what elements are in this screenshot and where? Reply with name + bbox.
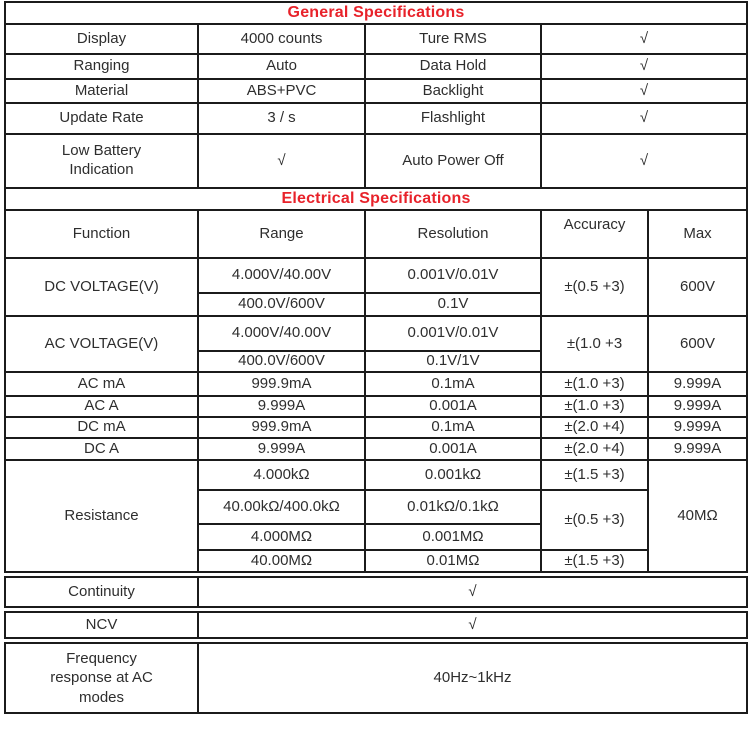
general-label: Material: [5, 79, 198, 103]
table-row: [5, 396, 747, 417]
resolution-cell: 0.1V: [365, 293, 541, 316]
spec-table-continuity: [4, 576, 748, 608]
table-row: [5, 460, 747, 490]
range-cell: 400.0V/600V: [198, 293, 365, 316]
function-cell: AC A: [5, 396, 198, 417]
range-cell: 4.000V/40.00V: [198, 258, 365, 293]
general-value: ABS+PVC: [198, 79, 365, 103]
spec-table-main: [4, 1, 748, 573]
spec-table-ncv: [4, 611, 748, 639]
general-section-title: General Specifications: [5, 2, 747, 24]
function-cell: DC A: [5, 438, 198, 460]
general-label-text: Low Battery Indication: [61, 142, 142, 178]
max-cell: 9.999A: [648, 438, 747, 460]
general-label: Data Hold: [365, 54, 541, 79]
spec-table-frequency: [4, 642, 748, 714]
function-cell: AC mA: [5, 372, 198, 396]
max-cell: 600V: [648, 258, 747, 316]
range-cell: 9.999A: [198, 438, 365, 460]
check-mark: √: [541, 54, 747, 79]
general-value: 4000 counts: [198, 24, 365, 54]
accuracy-cell: ±(2.0 +4): [541, 438, 648, 460]
table-row: [5, 79, 747, 103]
column-header-function: Function: [5, 210, 198, 258]
resolution-cell: 0.01kΩ/0.1kΩ: [365, 490, 541, 524]
resolution-cell: 0.001kΩ: [365, 460, 541, 490]
resolution-cell: 0.01MΩ: [365, 550, 541, 572]
check-mark: √: [541, 103, 747, 134]
range-cell: 40.00MΩ: [198, 550, 365, 572]
function-label-text: Frequency response at AC modes: [50, 649, 153, 706]
general-label: Update Rate: [5, 103, 198, 134]
max-cell: 600V: [648, 316, 747, 372]
check-mark: √: [198, 612, 747, 638]
range-cell: 4.000MΩ: [198, 524, 365, 550]
column-header-resolution: Resolution: [365, 210, 541, 258]
resolution-cell: 0.1V/1V: [365, 351, 541, 372]
max-cell: 9.999A: [648, 417, 747, 438]
general-label: Ture RMS: [365, 24, 541, 54]
column-header-range: Range: [198, 210, 365, 258]
range-cell: 999.9mA: [198, 417, 365, 438]
range-cell: 9.999A: [198, 396, 365, 417]
general-value: 3 / s: [198, 103, 365, 134]
resolution-cell: 0.1mA: [365, 417, 541, 438]
resolution-cell: 0.001V/0.01V: [365, 258, 541, 293]
function-cell: DC mA: [5, 417, 198, 438]
general-label: Flashlight: [365, 103, 541, 134]
max-cell: 9.999A: [648, 372, 747, 396]
accuracy-cell: ±(1.5 +3): [541, 550, 648, 572]
table-row: [5, 54, 747, 79]
range-cell: 4.000kΩ: [198, 460, 365, 490]
table-row: [5, 24, 747, 54]
resolution-cell: 0.1mA: [365, 372, 541, 396]
resolution-cell: 0.001V/0.01V: [365, 316, 541, 351]
general-label: Auto Power Off: [365, 134, 541, 188]
max-cell: 40MΩ: [648, 460, 747, 572]
function-cell: Resistance: [5, 460, 198, 572]
check-mark: √: [198, 577, 747, 607]
accuracy-cell: ±(1.0 +3): [541, 372, 648, 396]
function-cell: NCV: [5, 612, 198, 638]
resolution-cell: 0.001A: [365, 396, 541, 417]
general-label: Ranging: [5, 54, 198, 79]
check-mark: √: [541, 134, 747, 188]
check-mark: √: [541, 79, 747, 103]
table-row: [5, 612, 747, 638]
column-header-accuracy: Accuracy: [541, 210, 648, 258]
column-header-max: Max: [648, 210, 747, 258]
resolution-cell: 0.001MΩ: [365, 524, 541, 550]
table-row: [5, 103, 747, 134]
table-row: [5, 372, 747, 396]
table-header-row: [5, 210, 747, 258]
general-label: Backlight: [365, 79, 541, 103]
accuracy-cell: ±(1.5 +3): [541, 460, 648, 490]
function-cell: AC VOLTAGE(V): [5, 316, 198, 372]
max-cell: 9.999A: [648, 396, 747, 417]
table-row: [5, 643, 747, 713]
accuracy-cell: ±(1.0 +3: [541, 316, 648, 372]
function-cell: [5, 643, 198, 713]
table-row: [5, 577, 747, 607]
general-value: Auto: [198, 54, 365, 79]
table-row: [5, 438, 747, 460]
check-mark: √: [541, 24, 747, 54]
value-cell: 40Hz~1kHz: [198, 643, 747, 713]
table-row: [5, 316, 747, 351]
range-cell: 400.0V/600V: [198, 351, 365, 372]
resolution-cell: 0.001A: [365, 438, 541, 460]
accuracy-cell: ±(0.5 +3): [541, 258, 648, 316]
general-label: Display: [5, 24, 198, 54]
accuracy-cell: ±(1.0 +3): [541, 396, 648, 417]
accuracy-cell: ±(0.5 +3): [541, 490, 648, 550]
table-row: [5, 134, 747, 188]
range-cell: 40.00kΩ/400.0kΩ: [198, 490, 365, 524]
table-row: [5, 258, 747, 293]
range-cell: 999.9mA: [198, 372, 365, 396]
table-row: [5, 417, 747, 438]
range-cell: 4.000V/40.00V: [198, 316, 365, 351]
electrical-section-title: Electrical Specifications: [5, 188, 747, 210]
function-cell: Continuity: [5, 577, 198, 607]
function-cell: DC VOLTAGE(V): [5, 258, 198, 316]
check-mark: √: [198, 134, 365, 188]
accuracy-cell: ±(2.0 +4): [541, 417, 648, 438]
general-label: [5, 134, 198, 188]
